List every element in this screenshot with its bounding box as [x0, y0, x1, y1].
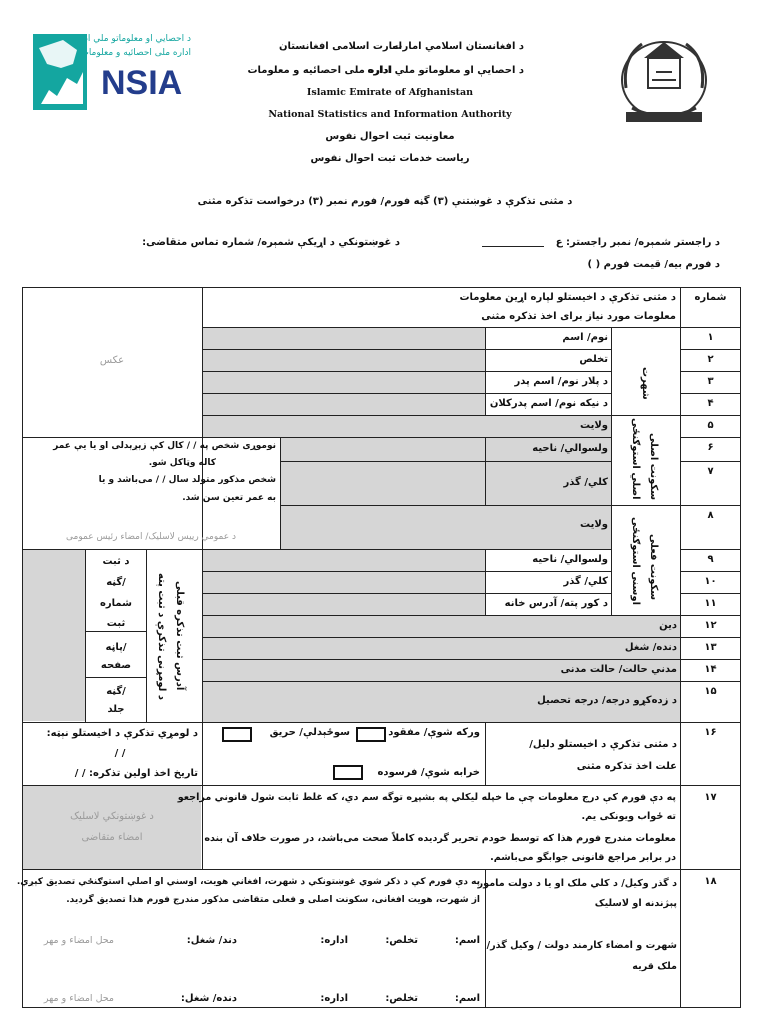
reg-label-vol-ps: گڼه/: [106, 686, 126, 697]
group-orig-fa: سکونت اصلی: [648, 432, 659, 500]
signature-bg: [23, 785, 201, 869]
reg-label-3: شماره: [100, 598, 132, 609]
reason-lost-checkbox[interactable]: [356, 727, 386, 742]
price-label: د فورم بیه/ قیمت فورم ( ): [587, 259, 720, 270]
group-first-reg-ps: د لومړنی تذکرې د ثبت پته: [156, 572, 167, 700]
guarantor-label-fa-1: شهرت و امضاء کارمند دولت / وکیل گذر/: [486, 940, 677, 951]
row-num-11: ۱۱: [704, 598, 717, 609]
age-text-4: به عمر تعین سن شد.: [182, 493, 276, 503]
label-orig-district: ولسوالي/ ناحیه: [532, 443, 608, 454]
first-id-date-slashes: / /: [114, 748, 126, 759]
declaration-ps-1: په دې فورم کې درج معلومات چې ما خپله لیکلي په بشپړه توگه سم دي، که غلط ثابت شول قانوني مراجعو: [177, 792, 676, 803]
guarantor-label-ps-1: د گذر وکیل/ د کلي ملک او یا د دولت مامور: [477, 878, 677, 889]
sig1-name-label: اسم:: [454, 935, 480, 946]
reason-burned-label: سوځېدلې/ حریق: [269, 727, 350, 738]
guarantor-label-ps-2: پېژندنه او لاسلیک: [594, 898, 677, 909]
row-num-13: ۱۳: [704, 642, 717, 653]
row-num-2: ۲: [707, 354, 714, 365]
registry-number-line[interactable]: [482, 246, 544, 247]
reason-damaged-label: خرابه شوې/ فرسوده: [377, 767, 480, 778]
sig2-surname-label: تخلص:: [385, 993, 418, 1004]
label-marital-status: مدني حالت/ حالت مدنی: [560, 664, 677, 675]
sig2-job-label: دنده/ شغل:: [180, 993, 237, 1004]
age-text-3: شخص مذکور متولد سال / / می‌باشد و یا: [98, 475, 276, 485]
col-header-number: شماره: [694, 292, 727, 303]
reason-damaged-checkbox[interactable]: [333, 765, 363, 780]
sig1-seal-label: محل امضاء و مهر: [43, 935, 114, 946]
reg-label-vol-fa: جلد: [107, 704, 125, 715]
group-cur-ps: اوسنی استوګنځی: [630, 517, 641, 605]
label-surname: تخلص: [579, 354, 608, 365]
verification-ps: په دې فورم کې د ذکر شوي غوښتونکي د شهرت، افغاني هویت، اوسني او اصلي استوګنځي تصدیق کېږي.: [16, 877, 480, 887]
col-header-info-fa: معلومات مورد نیاز برای اخذ تذکره مثنی: [481, 311, 676, 322]
label-orig-village: کلي/ گذر: [563, 477, 608, 488]
label-cur-province: ولایت: [579, 519, 608, 530]
group-first-reg-fa: آدرس ثبت تذکره قبلی: [174, 580, 185, 690]
header-line2-ps: د احصایې او معلوماتو ملي اداره: [367, 65, 524, 76]
row-num-3: ۳: [707, 376, 714, 387]
header-deputy: معاونیت ثبت احوال نفوس: [325, 131, 455, 142]
registry-number-label: د راجستر شمېره/ نمبر راجستر: ع: [555, 237, 720, 248]
first-id-date-ps: د لومړي تذکرې د اخیستلو نېټه:: [46, 728, 198, 739]
emirate-emblem: [612, 28, 716, 126]
label-job: دنده/ شغل: [624, 642, 677, 653]
nsia-logo: [33, 34, 191, 110]
reg-label-page-ps: پاڼه/: [105, 642, 127, 653]
row-num-1: ۱: [707, 332, 714, 343]
header-line2-fa: اداره ملی احصائیه و معلومات: [247, 65, 392, 76]
cur-address-bg: [203, 549, 485, 615]
row-num-18: ۱۸: [704, 876, 717, 887]
row-num-15: ۱۵: [704, 686, 717, 697]
header-directorate: ریاست خدمات ثبت احوال نفوس: [310, 153, 470, 164]
header-english-1: Islamic Emirate of Afghanistan: [306, 87, 474, 98]
row-num-12: ۱۲: [704, 620, 717, 631]
guarantor-label-fa-2: ملک قریه: [632, 961, 677, 972]
group-orig-ps: اصلي استوګنځی: [630, 418, 641, 500]
sig2-office-label: اداره:: [320, 993, 348, 1004]
declaration-fa-1: معلومات مندرج فورم هذا که توسط خودم تحریر گردیده کاملاً صحت می‌باشد، در صورت خلاف آن بنده: [204, 833, 676, 844]
row-num-5: ۵: [707, 420, 714, 431]
label-orig-province: ولایت: [579, 420, 608, 431]
reg-label-1: د ثبت: [102, 556, 130, 567]
nsia-logo-text-fa: اداره ملی احصائیه و معلومات: [80, 48, 191, 58]
label-reason-fa: علت اخذ تذکره مثنی: [576, 761, 677, 772]
label-father-name: د پلار نوم/ اسم پدر: [514, 376, 608, 387]
group-cur-fa: سکونت فعلی: [648, 533, 659, 600]
sig2-seal-label: محل امضاء و مهر: [43, 993, 114, 1004]
declaration-fa-2: در برابر مراجع قانونی جوابگو می‌باشم.: [490, 852, 676, 863]
age-text-2: کاله وټاکل شو.: [148, 458, 216, 468]
sig1-office-label: اداره:: [320, 935, 348, 946]
first-id-date-fa: تاریخ اخذ اولین تذکره: / /: [74, 768, 198, 779]
label-education: د زده‌کړو درجه/ درجه تحصیل: [537, 695, 677, 706]
form-title: د مثنی تذکرې د غوښتنې (۳) گڼه فورم/ فورم نمبر (۳) درخواست تذکره مثنی: [197, 196, 573, 207]
label-home-address: د کور پته/ آدرس خانه: [504, 598, 608, 609]
chief-signature-label: د عمومي رییس لاسلیک/ امضاء رئیس عمومی: [66, 532, 236, 542]
sig2-name-label: اسم:: [454, 993, 480, 1004]
sig1-job-label: دند/ شغل:: [186, 935, 237, 946]
header-line1-ps: د افغانستان اسلامي امارت: [392, 41, 524, 52]
label-reason-ps: د مثنی تذکرې د اخیستلو دلیل/: [529, 739, 677, 750]
reason-burned-checkbox[interactable]: [222, 727, 252, 742]
reg-label-4: ثبت: [106, 618, 126, 629]
row-num-10: ۱۰: [704, 576, 717, 587]
row-num-17: ۱۷: [704, 792, 717, 803]
row-num-14: ۱۴: [704, 664, 717, 675]
nsia-logo-text-ps: د احصایي او معلوماتو ملي اداره: [72, 34, 191, 44]
row-num-7: ۷: [707, 466, 714, 477]
header-line1-fa: امارت اسلامی افغانستان: [279, 41, 402, 52]
declaration-ps-2: ته ځواب ویونکی یم.: [581, 811, 676, 822]
emirate-emblem-graphic: [612, 28, 716, 126]
nsia-logo-graphic: [33, 34, 191, 110]
header-english-2: National Statistics and Information Authority: [268, 109, 512, 120]
label-grandfather-name: د نیکه نوم/ اسم پدرکلان: [489, 398, 608, 409]
row-num-8: ۸: [707, 510, 714, 521]
applicant-signature-fa: امضاء متقاضی: [81, 832, 143, 843]
label-name: نوم/ اسم: [562, 332, 608, 343]
row-num-4: ۴: [707, 398, 714, 409]
row-num-9: ۹: [707, 554, 714, 565]
svg-text:NSIA: NSIA: [101, 64, 183, 102]
label-cur-village: کلي/ گذر: [563, 576, 608, 587]
label-religion: دین: [659, 620, 677, 631]
registry-values-bg: [23, 549, 85, 721]
row-num-16: ۱۶: [704, 727, 717, 738]
verification-fa: از شهرت، هویت افغانی، سکونت اصلی و فعلی متقاضی مذکور مندرج فورم هذا تصدیق گردید.: [66, 895, 480, 905]
reg-label-2: گڼه/: [106, 577, 126, 588]
group-shohrat: شهرت: [640, 367, 651, 400]
reason-lost-label: ورکه شوې/ مفقود: [388, 727, 480, 738]
age-text-1: نوموړی شخص په / / کال کې زېږېدلی او یا یې عمر: [53, 441, 276, 451]
col-header-info-ps: د مثنی تذکرې د اخیستلو لپاره اړین معلومات: [459, 292, 676, 303]
sig1-surname-label: تخلص:: [385, 935, 418, 946]
photo-placeholder: عکس: [99, 355, 125, 366]
phone-label: د غوښتونکي د اړیکې شمېره/ شماره تماس متقاضی:: [142, 237, 400, 248]
row-num-6: ۶: [707, 442, 714, 453]
label-cur-district: ولسوالي/ ناحیه: [532, 554, 608, 565]
applicant-signature-ps: د غوښتونکي لاسلیک: [70, 811, 154, 822]
reg-label-page-fa: صفحه: [100, 660, 132, 671]
